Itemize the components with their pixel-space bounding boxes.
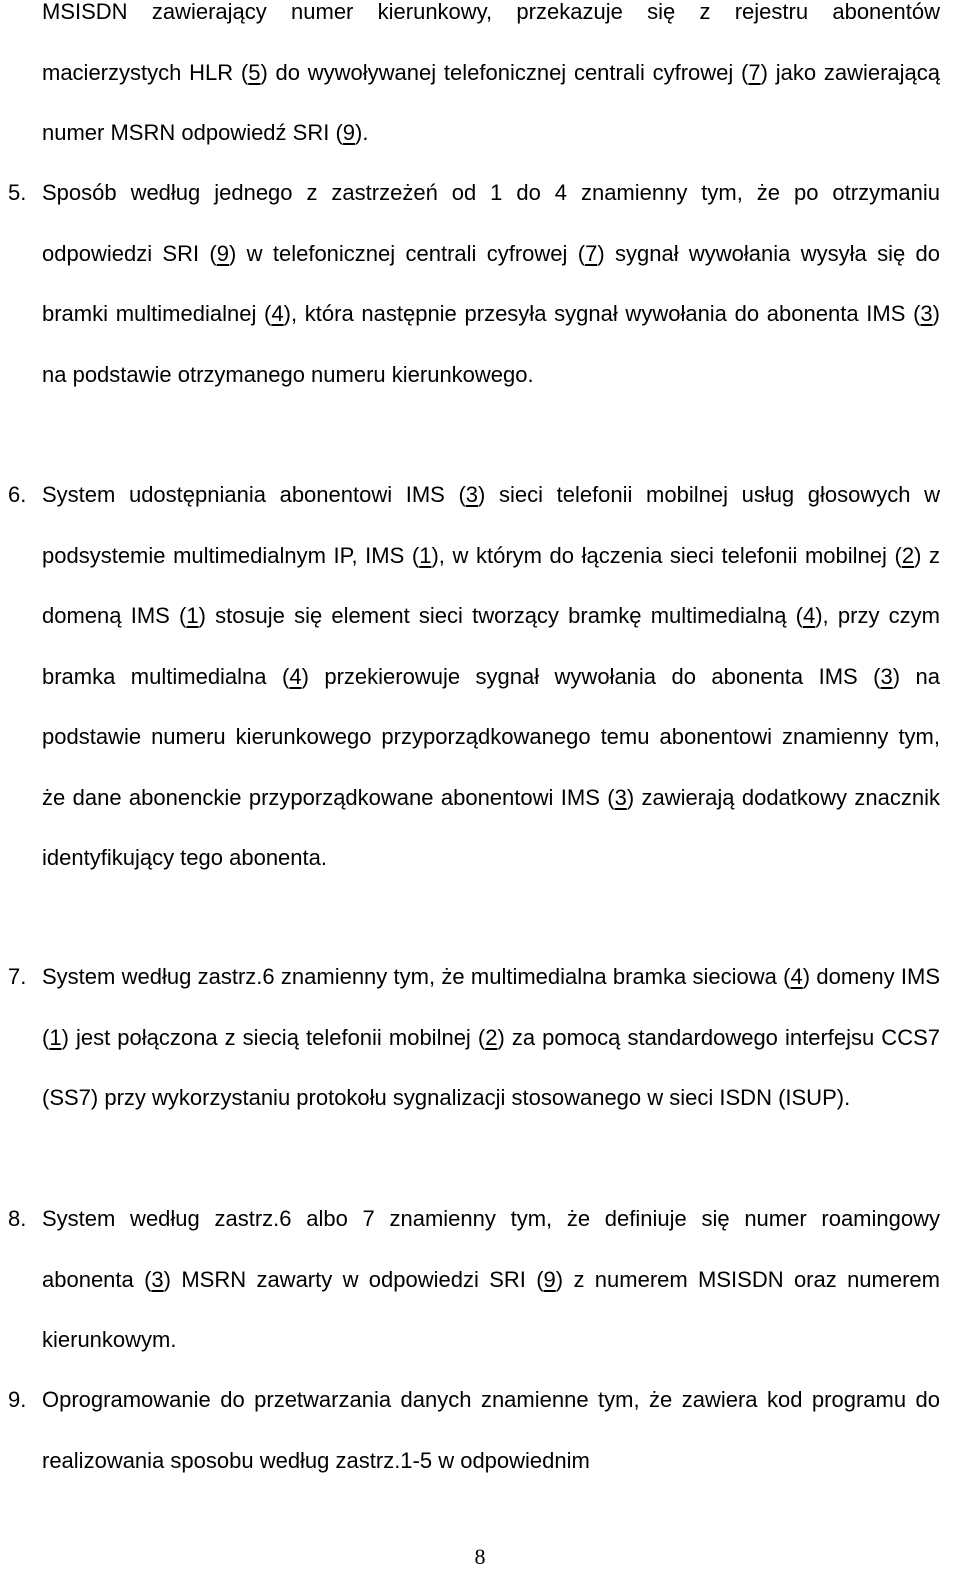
claim-text-segment: ) sieci telefonii mobilnej usług głosowych w podsystemie multimedialnym IP, IMS ( [42,482,940,568]
claim-text-segment: ) jest połączona z siecią telefonii mobilnej ( [61,1024,486,1050]
claim-text-segment: ) z domeną IMS ( [42,542,940,628]
claim-text-segment: ) na podstawie numeru kierunkowego przyporządkowanego temu abonentowi znamienny tym, że dane abonenckie przyporządkowane abonentowi IMS ( [42,663,940,810]
reference-numeral: 2 [485,1024,498,1050]
reference-numeral: 2 [901,542,915,568]
claim-text [42,0,940,164]
reference-numeral: 9 [342,120,356,145]
reference-numeral: 9 [216,240,229,266]
claim-text [42,947,940,1129]
reference-numeral: 3 [151,1266,164,1292]
claim-text-segment: ), w którym do łączenia sieci telefonii mobilnej ( [431,542,902,568]
claim-number: 7. [8,964,27,989]
claim-number: 6. [8,482,27,507]
reference-numeral: 4 [802,603,816,628]
reference-numeral: 3 [880,663,893,689]
reference-numeral: 7 [585,240,598,266]
claim-text-segment: ) sygnał wywołania wysyła się do bramki multimedialnej ( [42,240,940,326]
claim-text-segment: ) do wywoływanej telefonicznej centrali cyfrowej ( [260,59,749,85]
claim-text-segment: System według zastrz.6 znamienny tym, że multimedialna bramka sieciowa ( [42,964,791,989]
claim-text-segment: Oprogramowanie do przetwarzania danych znamienne tym, że zawiera kod programu do realizowania sposobu według zastrz.1-5 w odpowiednim [42,1387,940,1473]
reference-numeral: 3 [614,784,627,810]
claim-text-segment: System udostępniania abonentowi IMS ( [42,482,466,507]
reference-numeral: 7 [748,59,761,85]
claim-text-segment: ) MSRN zawarty w odpowiedzi SRI ( [163,1266,544,1292]
claim-text [42,1370,940,1491]
reference-numeral: 4 [790,964,803,989]
reference-numeral: 3 [465,482,479,507]
claim-text-segment: ), przy czym bramka multimedialna ( [42,603,940,689]
reference-numeral: 4 [271,301,284,326]
claim-text-segment: ) domeny IMS ( [42,964,940,1050]
claim-number: 9. [8,1387,27,1412]
claim-number: 5. [8,180,27,205]
reference-numeral: 5 [248,59,261,85]
claim-text-segment: ) na podstawie otrzymanego numeru kierunkowego. [42,301,940,387]
claim-text-segment: System według zastrz.6 albo 7 znamienny tym, że definiuje się numer roamingowy abonenta ( [42,1206,940,1292]
claim-text-segment: ) z numerem MSISDN oraz numerem kierunkowym. [42,1266,940,1352]
claim-text-segment: ). [355,120,369,145]
claim-text [42,1189,940,1371]
claim-text-segment: ) stosuje się element sieci tworzący bramkę multimedialną ( [198,603,803,628]
reference-numeral: 1 [49,1024,62,1050]
claim-text-segment: ) jako zawierającą numer MSRN odpowiedź SRI ( [42,59,940,145]
claim-text-segment: ) zawierają dodatkowy znacznik identyfikujący tego abonenta. [42,784,940,870]
reference-numeral: 1 [186,603,199,628]
claim-text-segment: ) za pomocą standardowego interfejsu CCS7 (SS7) przy wykorzystaniu protokołu sygnalizacji stosowanego w sieci ISDN (ISUP). [42,1024,940,1110]
claim-text-segment: Sposób według jednego z zastrzeżeń od 1 do 4 znamienny tym, że po otrzymaniu odpowiedzi SRI ( [42,180,940,266]
claim-text [42,465,940,889]
claim-text-segment: ) przekierowuje sygnał wywołania do abonenta IMS ( [301,663,881,689]
claim-number: 8. [8,1206,27,1231]
reference-numeral: 9 [543,1266,556,1292]
claim-text [42,163,940,405]
page-number: 8 [474,1544,486,1569]
claim-text-segment: ), która następnie przesyła sygnał wywołania do abonenta IMS ( [283,301,921,326]
reference-numeral: 3 [920,301,933,326]
reference-numeral: 1 [419,542,432,568]
claim-text-segment: ) w telefonicznej centrali cyfrowej ( [228,240,586,266]
claim-text-segment: MSISDN zawierający numer kierunkowy, przekazuje się z rejestru abonentów macierzystych HLR ( [42,0,940,85]
reference-numeral: 4 [289,663,302,689]
